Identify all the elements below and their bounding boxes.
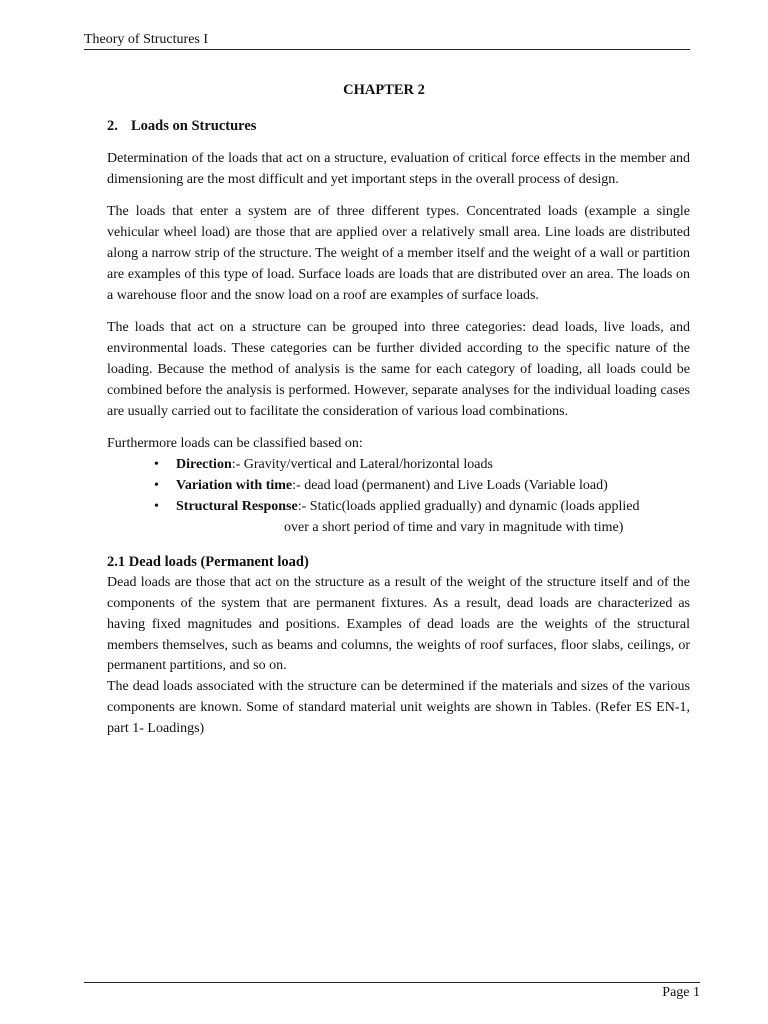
bullet-text: :- dead load (permanent) and Live Loads (Variable load) [292,477,608,493]
list-item [154,497,690,539]
list-item [154,455,690,476]
bullet-text: :- Gravity/vertical and Lateral/horizontal loads [231,457,493,473]
header-title: Theory of Structures I [84,32,209,47]
bullet-term: Direction [176,457,232,473]
section-heading [107,116,690,137]
paragraph-dead-loads: Dead loads are those that act on the structure as a result of the weight of the structure itself and of the components of the system that are permanent fixtures. As a result, dead loads are characterized as having fixed magnitudes and positions. Examples of dead loads are the weights of the structural members themselves, such as beams and columns, the weights of roof surfaces, floor slabs, ceilings, or permanent partitions, and so on. [107,575,690,674]
classification-list [107,455,690,538]
chapter-heading: CHAPTER 2 [343,82,425,98]
bullet-continuation: over a short period of time and vary in magnitude with time) [284,519,624,535]
bullet-term: Structural Response [176,498,298,514]
list-item [154,476,690,497]
paragraph-load-types: The loads that enter a system are of three different types. Concentrated loads (example a single vehicular wheel load) are those that are applied over a relatively small area. Line loads are distributed along a narrow strip of the structure. The weight of a member itself and the weight of a wall or partition are examples of this type of load. Surface loads are loads that are distributed over an area. The loads on a warehouse floor and the snow load on a roof are examples of surface loads. [107,204,690,303]
page-footer [84,982,700,1001]
classification-intro: Furthermore loads can be classified based on: [107,436,363,452]
section-title: Loads on Structures [131,118,257,134]
bullet-text: :- Static(loads applied gradually) and dynamic (loads applied [297,498,640,514]
subsection-heading: 2.1 Dead loads (Permanent load) [107,554,309,571]
paragraph-intro: Determination of the loads that act on a structure, evaluation of critical force effects in the member and dimensioning are the most difficult and yet important steps in the overall process of design. [107,150,690,187]
bullet-term: Variation with time [176,477,293,493]
page-number: Page 1 [662,985,700,1000]
page-body [107,116,690,740]
section-number: 2. [107,118,118,134]
paragraph-load-categories: The loads that act on a structure can be grouped into three categories: dead loads, live loads, and environmental loads. These categories can be further divided according to the specific nature of the loading. Because the method of analysis is the same for each category of loading, all loads could be combined before the analysis is performed. However, separate analyses for the individual loading cases are usually carried out to facilitate the consideration of various load combinations. [107,320,690,419]
running-header [84,32,690,50]
paragraph-dead-loads-materials: The dead loads associated with the structure can be determined if the materials and sizes of the various components are known. Some of standard material unit weights are shown in Tables. (Refer ES EN-1, part 1- Loadings) [107,679,690,736]
